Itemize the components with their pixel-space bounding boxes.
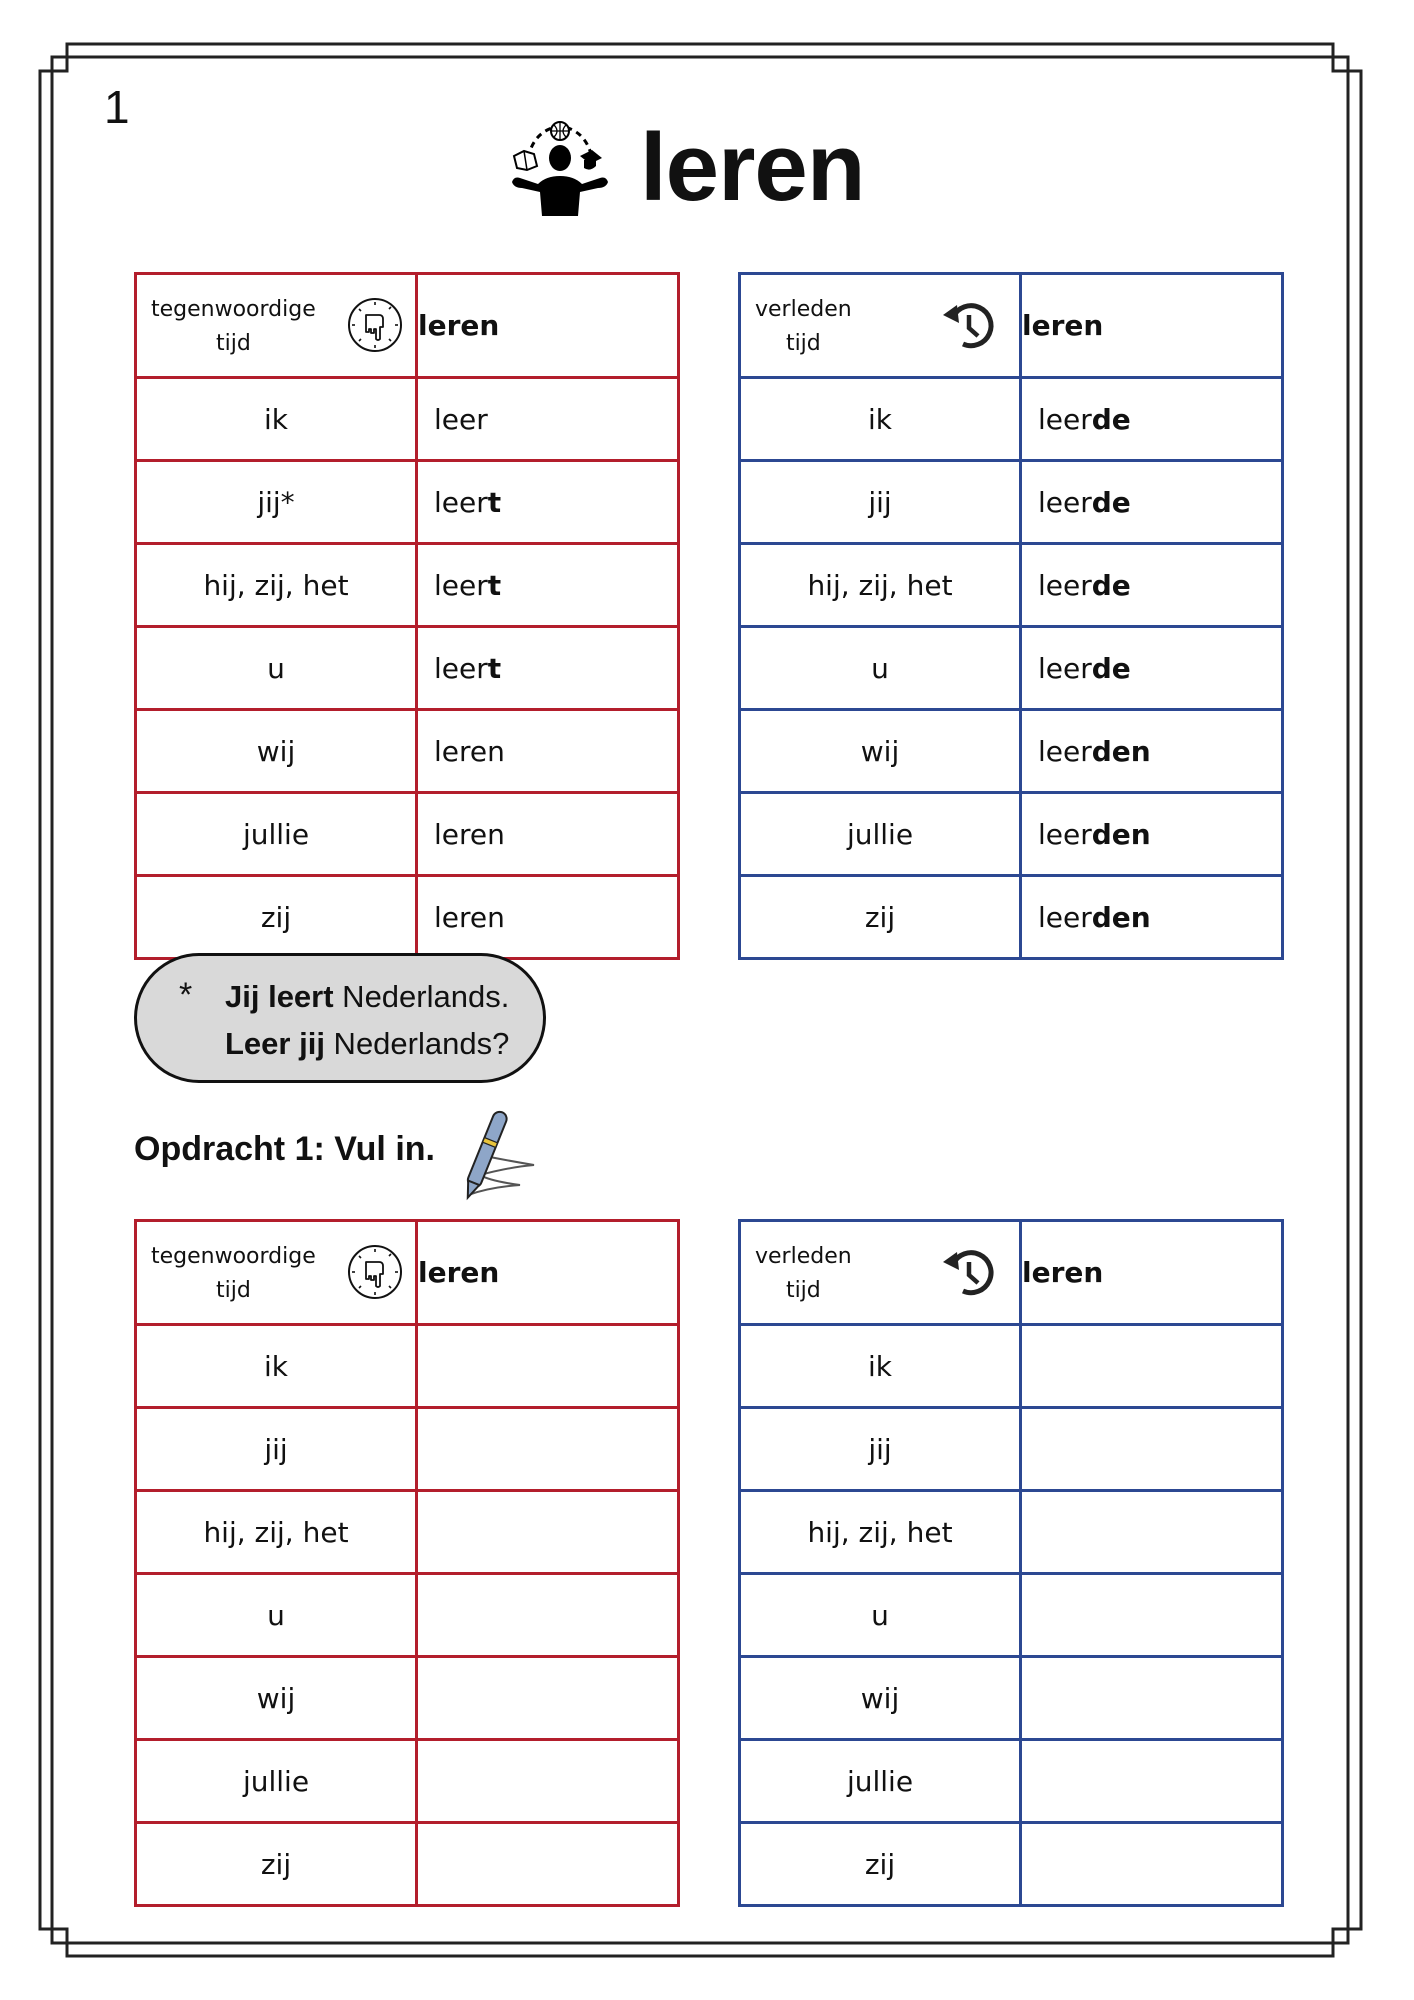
answer-cell[interactable] [1021,1408,1283,1491]
table-row [740,1325,1283,1408]
verb-form-cell [417,793,679,876]
answer-cell[interactable] [1021,1491,1283,1574]
exercise-present-tense-table [134,1219,680,1907]
verb-stem: leer [434,568,488,602]
page-number: 1 [104,81,130,133]
verb-stem: leer [1038,485,1092,519]
verb-ending: t [487,485,502,519]
verb-ending: de [1091,402,1131,436]
verb-form-cell [417,544,679,627]
verb-form-cell [417,876,679,959]
tense-label-line2: tijd [215,331,251,356]
table-row [136,876,679,959]
tense-label [151,293,316,361]
table-row [136,1740,679,1823]
tense-label-line2: tijd [785,1278,821,1303]
verb-ending: den [1091,900,1151,934]
note-line-1 [225,979,509,1015]
verb-header: leren [1021,1221,1283,1325]
pronoun-cell: wij [740,710,1021,793]
verb-stem: leer [1038,402,1092,436]
table-row [740,793,1283,876]
table-row [740,710,1283,793]
pronoun-cell: u [136,627,417,710]
answer-cell[interactable] [417,1325,679,1408]
verb-form-cell [417,627,679,710]
table-row [136,1823,679,1906]
verb-ending: de [1091,485,1131,519]
verb-header: leren [1021,274,1283,378]
verb-header: leren [417,274,679,378]
answer-cell[interactable] [417,1574,679,1657]
verb-form-cell [1021,378,1283,461]
verb-ending: den [1091,734,1151,768]
pronoun-cell: jij [740,1408,1021,1491]
table-header-row [136,1221,679,1325]
tense-label-line2: tijd [215,1278,251,1303]
table-row [136,461,679,544]
table-row [136,378,679,461]
table-row [740,1740,1283,1823]
verb-stem: leer [434,485,488,519]
table-row [136,710,679,793]
table-row [740,876,1283,959]
table-row [136,793,679,876]
table-row [136,544,679,627]
tense-label-line1: tegenwoordige [151,297,316,322]
pronoun-cell: jij* [136,461,417,544]
verb-stem: leer [434,651,488,685]
verb-form-cell [1021,461,1283,544]
verb-ending: de [1091,651,1131,685]
verb-stem: leer [1038,734,1092,768]
note-line-1-rest: Nederlands. [333,979,510,1014]
pronoun-cell: zij [740,876,1021,959]
table-row [740,627,1283,710]
tense-label [755,1240,852,1308]
pronoun-cell: hij, zij, het [740,1491,1021,1574]
verb-ending: den [1091,817,1151,851]
verb-stem: leer [1038,900,1092,934]
pronoun-cell: ik [740,1325,1021,1408]
pen-writing-icon [450,1105,540,1205]
table-row [740,1574,1283,1657]
tense-label-line1: tegenwoordige [151,1244,316,1269]
history-icon [939,295,999,355]
pronoun-cell: ik [740,378,1021,461]
answer-cell[interactable] [417,1657,679,1740]
tense-label-line2: tijd [785,331,821,356]
pronoun-cell: zij [136,876,417,959]
table-row [740,1657,1283,1740]
pronoun-cell: jullie [136,1740,417,1823]
table-row [136,1574,679,1657]
asterisk-marker: * [179,976,193,1014]
note-line-2-bold: Leer jij [225,1026,325,1061]
pronoun-cell: jij [740,461,1021,544]
table-row [136,1657,679,1740]
past-tense-table [738,272,1284,960]
answer-cell[interactable] [1021,1657,1283,1740]
verb-form-cell [417,710,679,793]
table-row [740,378,1283,461]
verb-form-cell [1021,544,1283,627]
verb-stem: leer [1038,568,1092,602]
pronoun-cell: ik [136,378,417,461]
answer-cell[interactable] [417,1823,679,1906]
pronoun-cell: jullie [740,793,1021,876]
verb-form-cell [1021,876,1283,959]
verb-ending: t [487,568,502,602]
tense-label [151,1240,316,1308]
pronoun-cell: u [740,1574,1021,1657]
table-row [740,461,1283,544]
answer-cell[interactable] [417,1408,679,1491]
verb-form-cell [1021,627,1283,710]
clock-pointing-hand-icon [345,295,405,355]
note-line-1-bold: Jij leert [225,979,334,1014]
tense-label-line1: verleden [755,297,852,322]
exercise-past-tense-table [738,1219,1284,1907]
verb-form-cell [417,461,679,544]
verb-stem: leren [434,734,505,768]
tense-label-cell [136,274,417,378]
verb-stem: leer [434,402,488,436]
note-line-2 [225,1026,509,1062]
pronoun-cell: jij [136,1408,417,1491]
table-header-row [740,274,1283,378]
answer-cell[interactable] [1021,1740,1283,1823]
verb-ending: de [1091,568,1131,602]
verb-form-cell [417,378,679,461]
learning-juggling-person-icon [510,118,610,218]
page-title: leren [640,114,865,221]
page-title-block [510,114,865,221]
answer-cell[interactable] [1021,1325,1283,1408]
pronoun-cell: wij [740,1657,1021,1740]
verb-form-cell [1021,710,1283,793]
verb-stem: leer [1038,817,1092,851]
table-row [136,1491,679,1574]
tense-label-line1: verleden [755,1244,852,1269]
table-row [136,1408,679,1491]
table-row [740,544,1283,627]
pronoun-cell: hij, zij, het [136,544,417,627]
answer-cell[interactable] [1021,1574,1283,1657]
table-row [136,1325,679,1408]
answer-cell[interactable] [1021,1823,1283,1906]
present-tense-table [134,272,680,960]
pronoun-cell: jullie [136,793,417,876]
tense-label-cell [740,1221,1021,1325]
tense-label [755,293,852,361]
clock-pointing-hand-icon [345,1242,405,1302]
verb-stem: leren [434,900,505,934]
verb-stem: leren [434,817,505,851]
table-header-row [740,1221,1283,1325]
history-icon [939,1242,999,1302]
pronoun-cell: jullie [740,1740,1021,1823]
tense-label-cell [136,1221,417,1325]
pronoun-cell: ik [136,1325,417,1408]
pronoun-cell: u [136,1574,417,1657]
exercise-title: Opdracht 1: Vul in. [134,1130,435,1168]
tense-label-cell [740,274,1021,378]
table-header-row [136,274,679,378]
pronoun-cell: zij [740,1823,1021,1906]
verb-form-cell [1021,793,1283,876]
table-row [740,1823,1283,1906]
verb-header: leren [417,1221,679,1325]
pronoun-cell: hij, zij, het [740,544,1021,627]
verb-ending: t [487,651,502,685]
pronoun-cell: u [740,627,1021,710]
answer-cell[interactable] [417,1491,679,1574]
pronoun-cell: wij [136,1657,417,1740]
table-row [136,627,679,710]
verb-stem: leer [1038,651,1092,685]
answer-cell[interactable] [417,1740,679,1823]
jij-note-bubble [134,953,546,1083]
pronoun-cell: zij [136,1823,417,1906]
table-row [740,1408,1283,1491]
pronoun-cell: wij [136,710,417,793]
pronoun-cell: hij, zij, het [136,1491,417,1574]
note-line-2-rest: Nederlands? [324,1026,510,1061]
table-row [740,1491,1283,1574]
